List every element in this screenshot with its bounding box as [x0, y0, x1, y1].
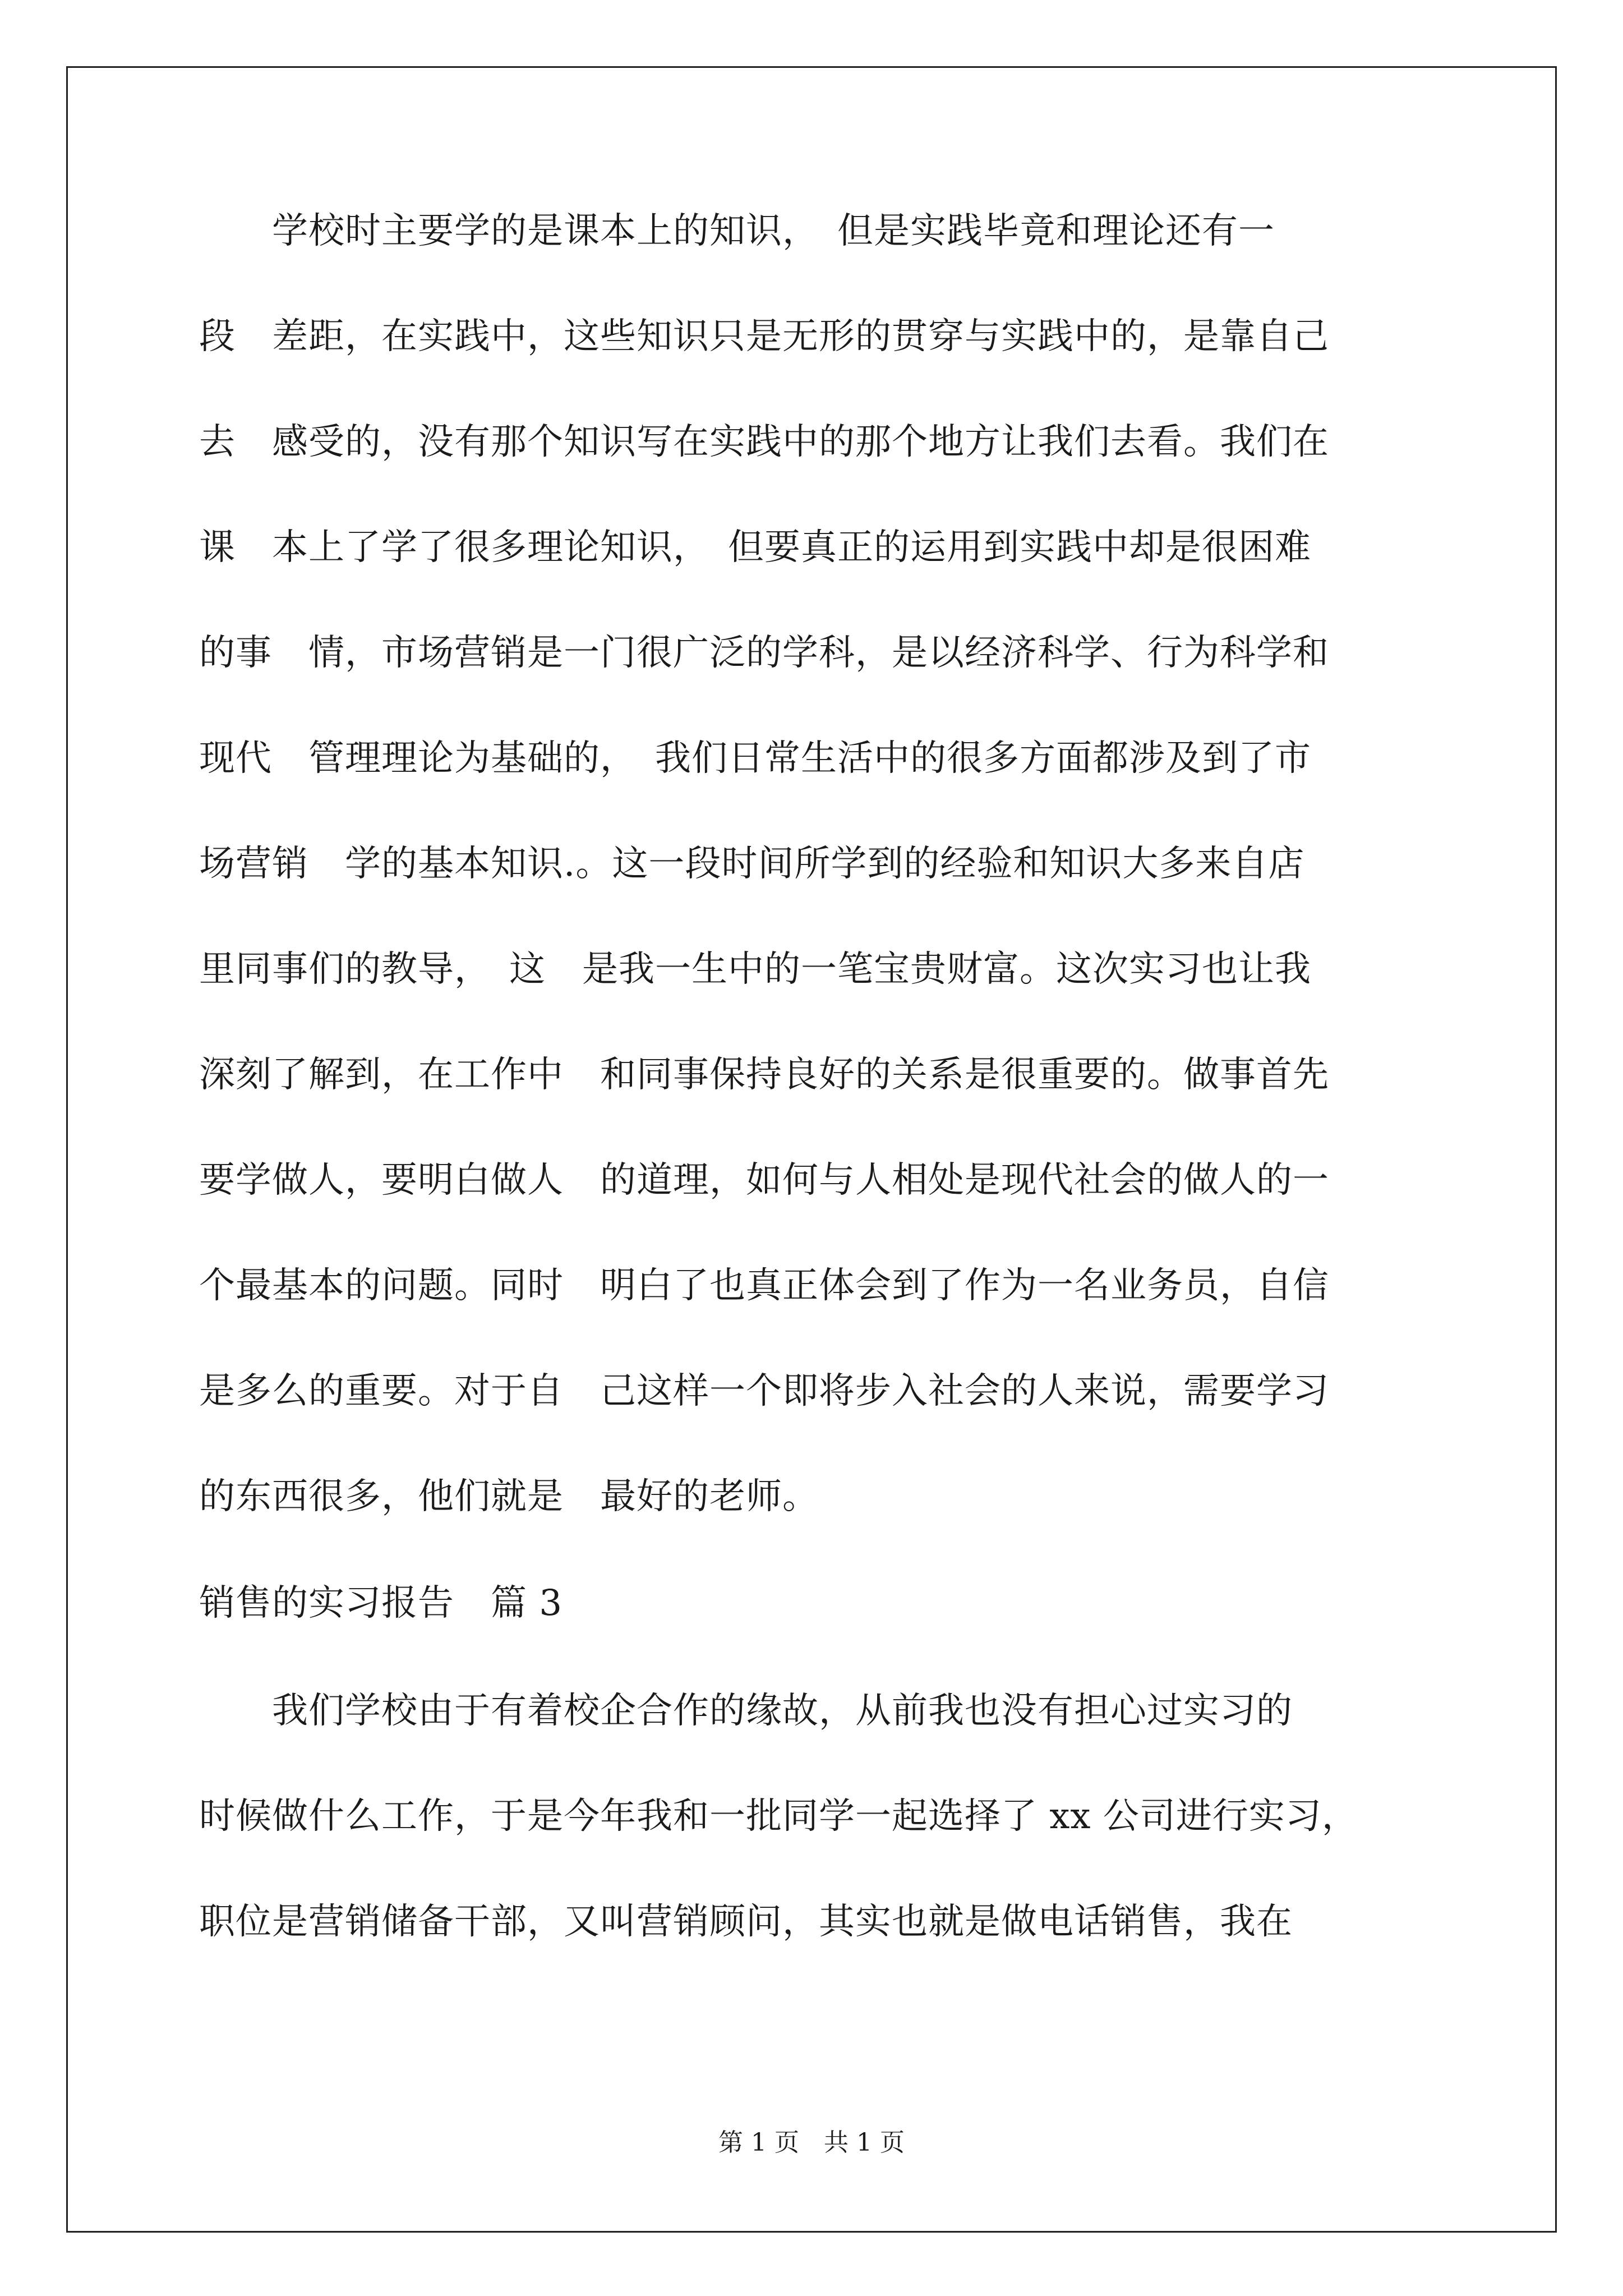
paragraph-line: 深刻了解到，在工作中 和同事保持良好的关系是很重要的。做事首先 — [199, 1054, 1329, 1096]
paragraph-line: 里同事们的教导， 这 是我一生中的一笔宝贵财富。这次实习也让我 — [199, 949, 1311, 990]
paragraph-line: 时候做什么工作，于是今年我和一批同学一起选择了 xx 公司进行实习， — [199, 1796, 1358, 1837]
paragraph-line: 的东西很多，他们就是 最好的老师。 — [199, 1476, 819, 1517]
paragraph-line: 职位是营销储备干部，又叫营销顾问，其实也就是做电话销售，我在 — [199, 1901, 1293, 1943]
paragraph-line: 我们学校由于有着校企合作的缘故，从前我也没有担心过实习的 — [199, 1690, 1293, 1732]
paragraph-line: 课 本上了学了很多理论知识， 但要真正的运用到实践中却是很困难 — [199, 527, 1311, 568]
paragraph-line: 去 感受的，没有那个知识写在实践中的那个地方让我们去看。我们在 — [199, 421, 1329, 463]
paragraph-line: 学校时主要学的是课本上的知识， 但是实践毕竟和理论还有一 — [199, 210, 1275, 252]
paragraph-line: 要学做人，要明白做人 的道理，如何与人相处是现代社会的做人的一 — [199, 1159, 1329, 1201]
paragraph-line: 是多么的重要。对于自 己这样一个即将步入社会的人来说，需要学习 — [199, 1370, 1329, 1412]
paragraph-line: 段 差距，在实践中，这些知识只是无形的贯穿与实践中的，是靠自己 — [199, 316, 1329, 357]
paragraph-line: 个最基本的问题。同时 明白了也真正体会到了作为一名业务员，自信 — [199, 1265, 1329, 1306]
page-footer: 第 1 页 共 1 页 — [718, 2128, 905, 2157]
paragraph-line: 场营销 学的基本知识.。这一段时间所学到的经验和知识大多来自店 — [199, 843, 1305, 885]
section-heading: 销售的实习报告 篇 3 — [199, 1582, 563, 1624]
paragraph-line: 现代 管理理论为基础的， 我们日常生活中的很多方面都涉及到了市 — [199, 738, 1311, 779]
paragraph-line: 的事 情，市场营销是一门很广泛的学科，是以经济科学、行为科学和 — [199, 632, 1329, 674]
